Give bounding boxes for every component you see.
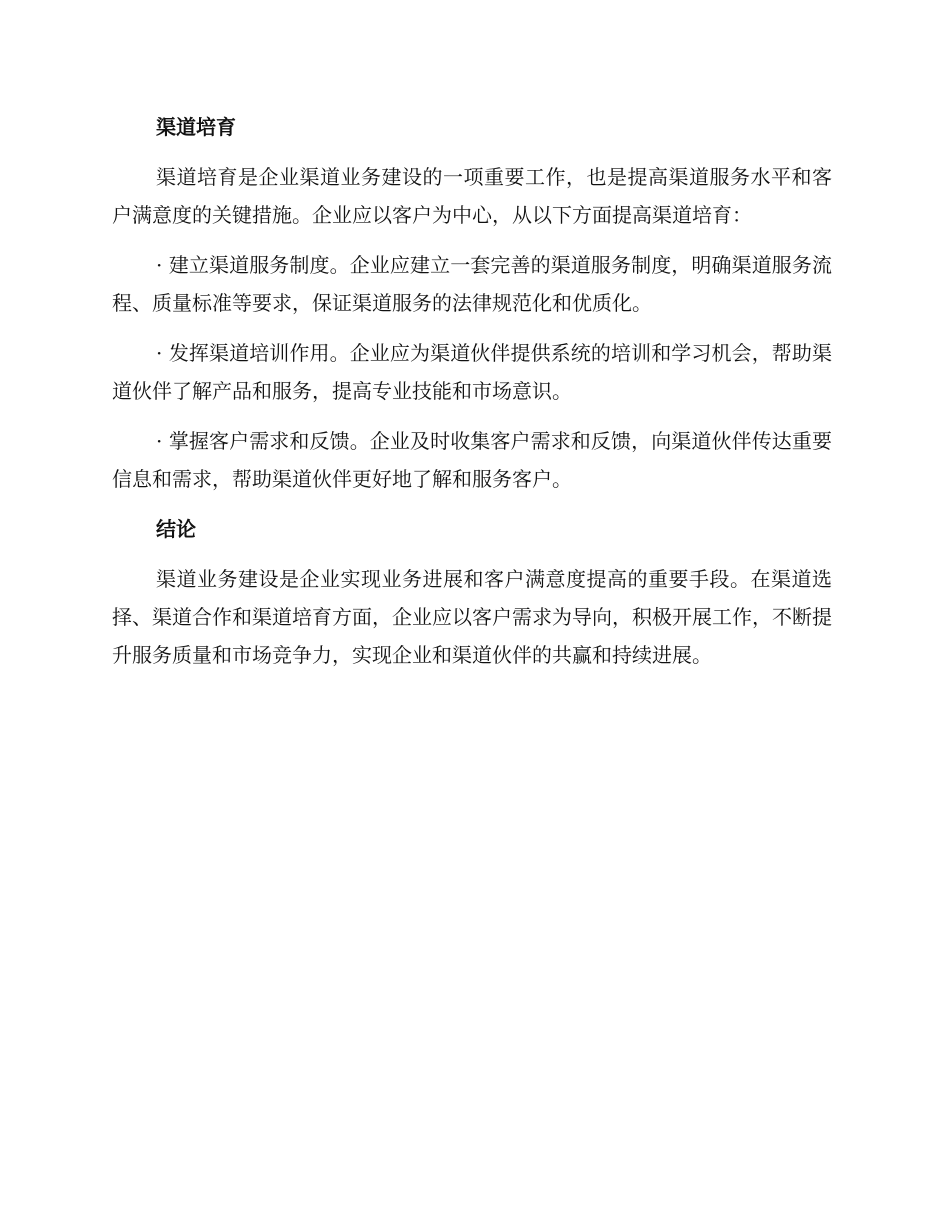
section-conclusion: [112, 510, 832, 674]
section-heading: 渠道培育: [156, 115, 236, 139]
bullet-paragraph: · 建立渠道服务制度。企业应建立一套完善的渠道服务制度，明确渠道服务流程、质量标准等要求，保证渠道服务的法律规范化和优质化。: [112, 253, 832, 315]
bullet-paragraph: · 发挥渠道培训作用。企业应为渠道伙伴提供系统的培训和学习机会，帮助渠道伙伴了解产品和服务，提高专业技能和市场意识。: [112, 341, 832, 403]
paragraph: 渠道培育是企业渠道业务建设的一项重要工作，也是提高渠道服务水平和客户满意度的关键措施。企业应以客户为中心，从以下方面提高渠道培育：: [112, 165, 832, 227]
bullet-paragraph: · 掌握客户需求和反馈。企业及时收集客户需求和反馈，向渠道伙伴传达重要信息和需求，帮助渠道伙伴更好地了解和服务客户。: [112, 429, 832, 491]
section-heading: 结论: [156, 517, 196, 541]
section-channel-cultivation: [112, 108, 832, 498]
paragraph: 渠道业务建设是企业实现业务进展和客户满意度提高的重要手段。在渠道选择、渠道合作和渠道培育方面，企业应以客户需求为导向，积极开展工作，不断提升服务质量和市场竞争力，实现企业和渠道伙伴的共赢和持续进展。: [112, 567, 832, 667]
document-page: [112, 108, 832, 686]
